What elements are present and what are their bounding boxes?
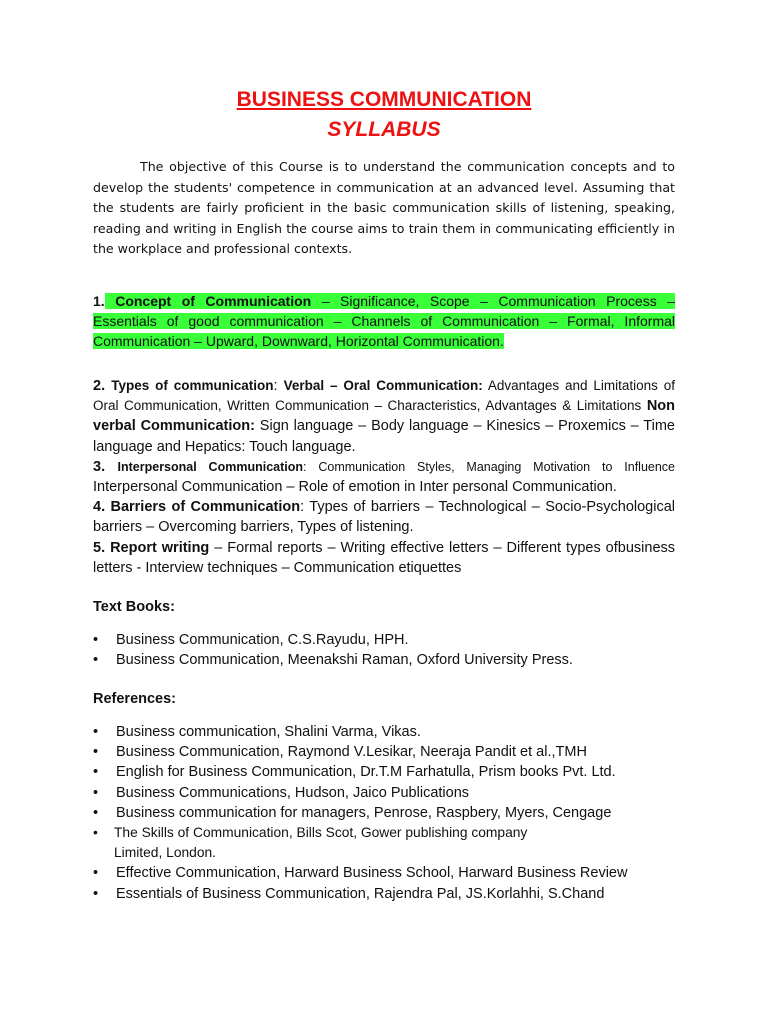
list-item — [93, 742, 693, 762]
references-list — [93, 722, 693, 904]
reference-title: Effective Communication, Harward Business School, Harward Business Review — [116, 865, 628, 882]
list-item — [93, 762, 693, 782]
list-item — [93, 630, 693, 650]
unit-3-number: 3. — [93, 459, 106, 475]
unit-1-number: 1. — [93, 293, 105, 309]
unit-5 — [93, 538, 675, 578]
unit-5-heading: Report writing — [110, 540, 210, 556]
bullet-icon: • — [93, 652, 99, 669]
document-title: BUSINESS COMMUNICATION — [236, 88, 532, 111]
unit-2-heading: Types of communication — [111, 378, 274, 393]
list-item — [93, 783, 693, 803]
unit-3-heading: Interpersonal Communication — [117, 460, 304, 474]
references-heading: References: — [93, 691, 177, 707]
list-item — [93, 884, 693, 904]
unit-3 — [93, 457, 675, 497]
reference-title: Business Communication, Raymond V.Lesikar, Neeraja Pandit et al.,TMH — [116, 744, 587, 761]
unit-2-colon: : — [273, 378, 284, 394]
textbook-title: Business Communication, Meenakshi Raman, Oxford University Press. — [116, 652, 573, 669]
reference-title: Business communication, Shalini Varma, Vikas. — [116, 724, 421, 740]
unit-4 — [93, 497, 675, 537]
unit-1 — [93, 291, 675, 352]
unit-4-text: : Types of barriers – Technological – Socio-Psychological barriers – Overcoming barriers, Types of listening. — [93, 499, 676, 536]
unit-3-text-2: Interpersonal Communication – Role of emotion in Inter personal Communication. — [93, 479, 617, 496]
unit-2 — [93, 376, 675, 457]
list-item — [93, 823, 693, 863]
reference-title: The Skills of Communication, Bills Scot, Gower publishing company — [114, 825, 528, 841]
intro-paragraph: The objective of this Course is to understand the communication concepts and to develop the students' competence in communication at an advanced level. Assuming that the students are fairly proficient in the basic communication skills of listening, speaking, reading and writing in English the course aims to train them in communicating efficiently in the workplace and professional contexts. — [93, 159, 675, 257]
unit-5-number: 5. — [93, 540, 106, 556]
unit-1-highlight — [93, 293, 675, 349]
unit-2-text-2: Sign language – Body language – Kinesics – Proxemics – Time language and Hepatics: Touch language. — [93, 418, 675, 455]
unit-1-text: – Significance, Scope – Communication Process – Essentials of good communication – Channels of Communication – Formal, Informal Communication – Upward, Downward, Horizontal Communication. — [93, 293, 676, 350]
bullet-icon: • — [93, 885, 99, 902]
document-subtitle: SYLLABUS — [327, 118, 441, 141]
bullet-icon: • — [93, 632, 99, 648]
reference-title: Business Communications, Hudson, Jaico Publications — [116, 784, 470, 801]
reference-title: Business communication for managers, Penrose, Raspbery, Myers, Cengage — [116, 804, 612, 821]
bullet-icon: • — [93, 804, 99, 821]
bullet-icon: • — [93, 784, 99, 801]
unit-1-heading: Concept of Communication — [115, 293, 312, 309]
bullet-icon: • — [93, 764, 99, 781]
bullet-icon: • — [93, 724, 99, 740]
bullet-icon: • — [93, 865, 99, 882]
unit-5-text: – Formal reports – Writing effective letters – Different types ofbusiness letters - Interview techniques – Communication etiquettes — [93, 540, 676, 577]
textbook-title: Business Communication, C.S.Rayudu, HPH. — [116, 632, 409, 648]
unit-2-subheading: Verbal – Oral Communication: — [283, 378, 483, 393]
textbooks-heading: Text Books: — [93, 599, 175, 615]
unit-3-text-1: : Communication Styles, Managing Motivation to Influence — [303, 460, 676, 474]
unit-2-text-1: Advantages and Limitations of Oral Communication, Written Communication – Characteristics, Advantages & Limitations — [93, 378, 676, 414]
reference-title: English for Business Communication, Dr.T.M Farhatulla, Prism books Pvt. Ltd. — [116, 764, 616, 781]
reference-title: Essentials of Business Communication, Rajendra Pal, JS.Korlahhi, S.Chand — [116, 885, 605, 902]
unit-4-number: 4. — [93, 499, 106, 515]
list-item — [93, 863, 693, 883]
list-item — [93, 650, 693, 670]
bullet-icon: • — [93, 744, 99, 761]
textbooks-list — [93, 630, 693, 670]
unit-4-heading: Barriers of Communication — [110, 499, 301, 515]
list-item — [93, 722, 693, 742]
reference-title-continued: Limited, London. — [114, 845, 217, 861]
unit-2-subheading-2: Non verbal Communication: — [93, 398, 675, 435]
unit-2-number: 2. — [93, 378, 106, 394]
list-item — [93, 803, 693, 823]
bullet-icon: • — [93, 825, 98, 841]
